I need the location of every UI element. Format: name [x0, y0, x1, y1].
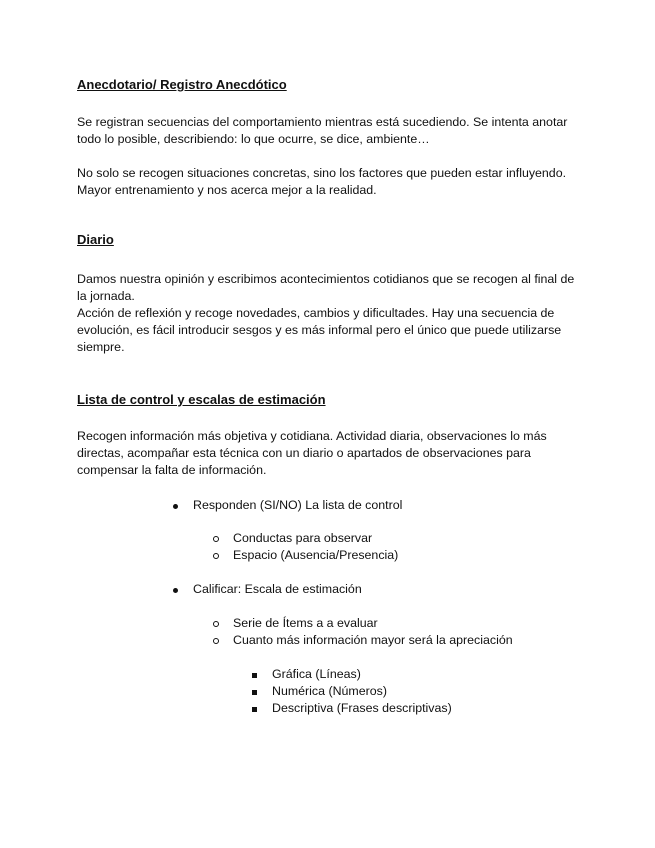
list-item-text: Serie de Ítems a a evaluar: [233, 616, 378, 630]
bullet-square-icon: [252, 707, 257, 712]
paragraph: [77, 428, 582, 479]
bullet-square-icon: [252, 673, 257, 678]
section-heading: Anecdotario/ Registro Anecdótico: [77, 77, 287, 92]
list-item: [213, 632, 513, 649]
paragraph-text: Recogen información más objetiva y cotidiana. Actividad diaria, observaciones lo más directas, acompañar esta técnica con un diario o apartados de observaciones para compensar la falta de información.: [77, 429, 547, 477]
list-item-text: Responden (SI/NO) La lista de control: [193, 498, 403, 512]
list-item: [252, 700, 452, 717]
list-item-text: Numérica (Números): [272, 684, 387, 698]
section-heading: Lista de control y escalas de estimación: [77, 392, 326, 407]
bullet-circle-icon: [213, 638, 219, 644]
list-item: [213, 615, 378, 632]
list-item: [252, 683, 387, 700]
paragraph: [77, 165, 567, 199]
paragraph-text: Se registran secuencias del comportamiento mientras está sucediendo. Se intenta anotar todo lo posible, describiendo: lo que ocurre, se dice, ambiente…: [77, 115, 568, 146]
section-lista-control: [77, 391, 587, 408]
list-item: [173, 581, 362, 598]
list-item: [173, 497, 402, 514]
list-item-text: Calificar: Escala de estimación: [193, 582, 362, 596]
bullet-disc-icon: [173, 504, 178, 509]
section-diario: [77, 231, 587, 248]
bullet-square-icon: [252, 690, 257, 695]
paragraph-text: No solo se recogen situaciones concretas, sino los factores que pueden estar influyendo. Mayor entrenamiento y nos acerca mejor a la realidad.: [77, 166, 567, 197]
paragraph-text: Acción de reflexión y recoge novedades, cambios y dificultades. Hay una secuencia de evolución, es fácil introducir sesgos y es más informal pero el único que puede utilizarse siempre.: [77, 306, 562, 354]
bullet-circle-icon: [213, 621, 219, 627]
section-heading: Diario: [77, 232, 114, 247]
bullet-disc-icon: [173, 588, 178, 593]
section-anecdotario: [77, 76, 587, 93]
list-item-text: Descriptiva (Frases descriptivas): [272, 701, 452, 715]
list-item-text: Cuanto más información mayor será la apreciación: [233, 633, 513, 647]
bullet-circle-icon: [213, 553, 219, 559]
paragraph: [77, 271, 587, 305]
list-item: [213, 547, 398, 564]
list-item-text: Gráfica (Líneas): [272, 667, 361, 681]
list-item-text: Espacio (Ausencia/Presencia): [233, 548, 399, 562]
paragraph-text: Damos nuestra opinión y escribimos acontecimientos cotidianos que se recogen al final de la jornada.: [77, 272, 575, 303]
bullet-circle-icon: [213, 536, 219, 542]
list-item: [252, 666, 361, 683]
list-item-text: Conductas para observar: [233, 531, 373, 545]
paragraph: [77, 305, 582, 356]
list-item: [213, 530, 372, 547]
paragraph: [77, 114, 582, 148]
